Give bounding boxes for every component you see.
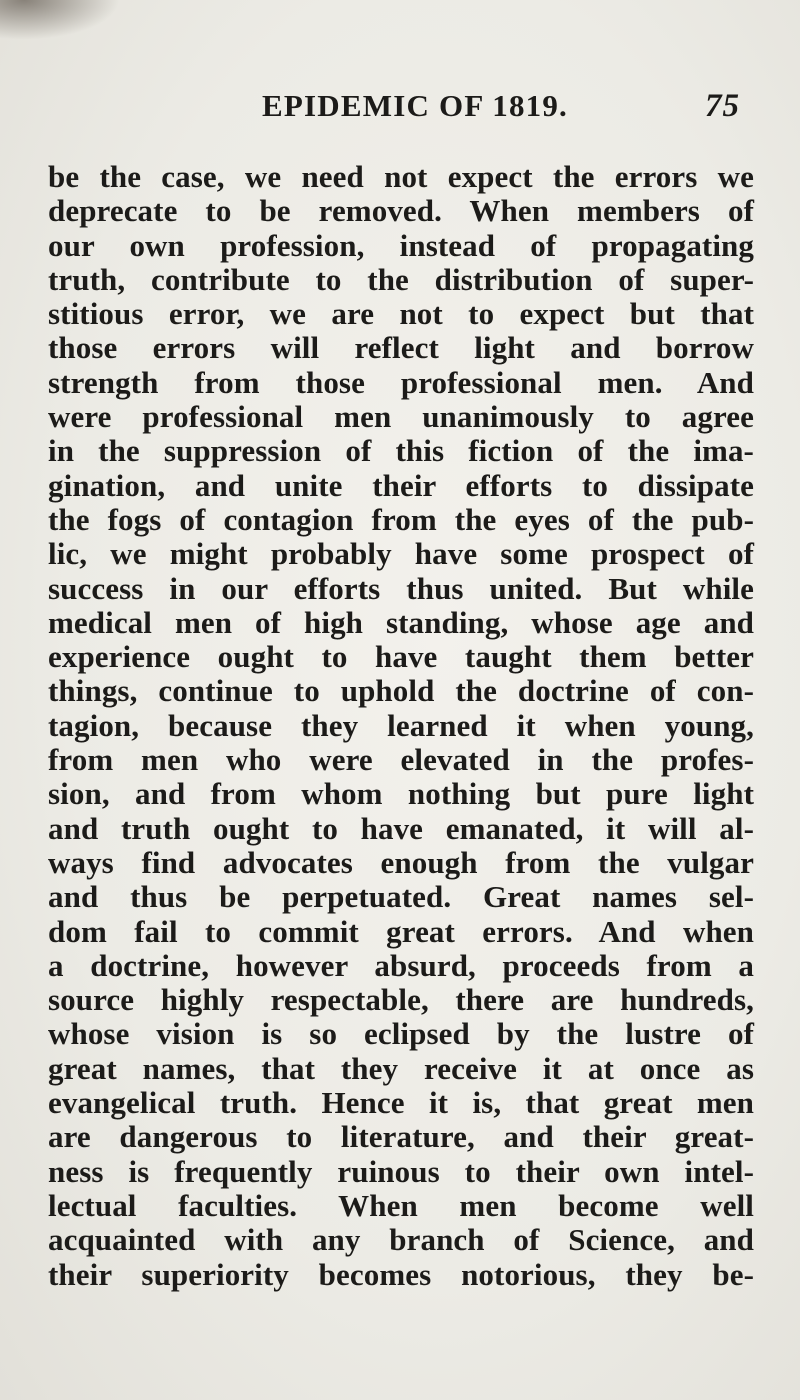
- text-line: our own profession, instead of propagating: [48, 227, 754, 263]
- text-line: and truth ought to have emanated, it will al-: [48, 810, 754, 846]
- text-line: and thus be perpetuated. Great names sel-: [48, 879, 754, 915]
- text-line: in the suppression of this fiction of the ima-: [48, 433, 754, 469]
- text-line: sion, and from whom nothing but pure light: [48, 776, 754, 812]
- text-line: ways find advocates enough from the vulgar: [48, 844, 754, 880]
- text-line: were professional men unanimously to agree: [48, 399, 754, 435]
- text-line: gination, and unite their efforts to dissipate: [48, 467, 754, 503]
- text-line: medical men of high standing, whose age and: [48, 604, 754, 640]
- page-number: 75: [705, 88, 740, 124]
- text-line: dom fail to commit great errors. And when: [48, 913, 754, 949]
- text-line: lic, we might probably have some prospect of: [48, 536, 754, 572]
- text-line: a doctrine, however absurd, proceeds from a: [48, 947, 754, 983]
- page-edge-shadow: [0, 0, 120, 40]
- text-line: their superiority becomes notorious, they be-: [48, 1256, 754, 1292]
- text-line: source highly respectable, there are hundreds,: [48, 982, 754, 1018]
- text-line: things, continue to uphold the doctrine of con-: [48, 673, 754, 709]
- text-line: experience ought to have taught them better: [48, 639, 754, 675]
- text-line: lectual faculties. When men become well: [48, 1187, 754, 1223]
- text-line: those errors will reflect light and borrow: [48, 330, 754, 366]
- text-line: success in our efforts thus united. But while: [48, 570, 754, 606]
- text-line: be the case, we need not expect the errors we: [48, 159, 754, 194]
- running-head-title: EPIDEMIC OF 1819.: [262, 88, 568, 123]
- text-line: whose vision is so eclipsed by the lustre of: [48, 1016, 754, 1052]
- text-line: ness is frequently ruinous to their own intel-: [48, 1153, 754, 1189]
- text-line: strength from those professional men. And: [48, 364, 754, 400]
- text-line: from men who were elevated in the profes-: [48, 742, 754, 778]
- text-line: deprecate to be removed. When members of: [48, 193, 754, 229]
- text-line: stitious error, we are not to expect but that: [48, 296, 754, 332]
- text-line: truth, contribute to the distribution of super-: [48, 261, 754, 297]
- running-head: [262, 88, 740, 148]
- text-line: are dangerous to literature, and their great-: [48, 1119, 754, 1155]
- text-line: acquainted with any branch of Science, and: [48, 1222, 754, 1258]
- text-line: great names, that they receive it at once as: [48, 1050, 754, 1086]
- body-text: [48, 160, 754, 1292]
- text-line: the fogs of contagion from the eyes of the pub-: [48, 501, 754, 537]
- text-line: evangelical truth. Hence it is, that great men: [48, 1085, 754, 1121]
- text-line: tagion, because they learned it when young,: [48, 707, 754, 743]
